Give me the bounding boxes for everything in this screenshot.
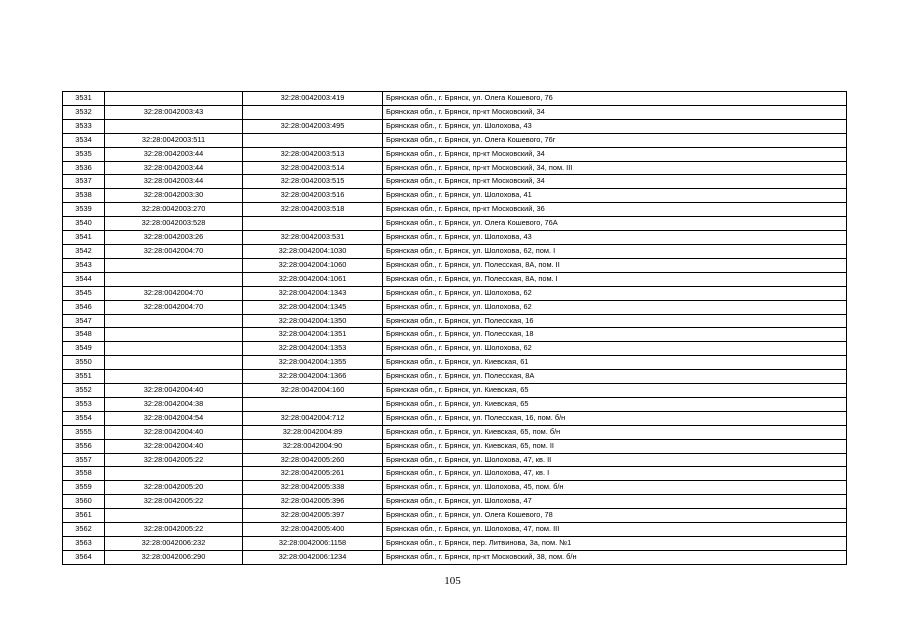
row-number-cell: 3547 [63, 314, 105, 328]
land-cadastral-number-cell: 32:28:0042004:70 [105, 244, 243, 258]
row-number-cell: 3541 [63, 231, 105, 245]
row-number-cell: 3564 [63, 550, 105, 564]
address-cell: Брянская обл., г. Брянск, ул. Полесская, 8А [383, 370, 847, 384]
land-cadastral-number-cell [105, 92, 243, 106]
row-number-cell: 3539 [63, 203, 105, 217]
address-cell: Брянская обл., г. Брянск, ул. Полесская, 18 [383, 328, 847, 342]
land-cadastral-number-cell [105, 467, 243, 481]
table-row [63, 286, 847, 300]
row-number-cell: 3537 [63, 175, 105, 189]
building-cadastral-number-cell: 32:28:0042004:1345 [243, 300, 383, 314]
table-row [63, 370, 847, 384]
address-cell: Брянская обл., г. Брянск, ул. Шолохова, 45, пом. б/н [383, 481, 847, 495]
address-cell: Брянская обл., г. Брянск, ул. Шолохова, 62 [383, 286, 847, 300]
building-cadastral-number-cell: 32:28:0042003:514 [243, 161, 383, 175]
land-cadastral-number-cell: 32:28:0042003:528 [105, 217, 243, 231]
address-cell: Брянская обл., г. Брянск, ул. Шолохова, 47 [383, 495, 847, 509]
property-table [62, 91, 847, 565]
address-cell: Брянская обл., г. Брянск, ул. Олега Кошевого, 76г [383, 133, 847, 147]
land-cadastral-number-cell: 32:28:0042005:20 [105, 481, 243, 495]
building-cadastral-number-cell: 32:28:0042004:1030 [243, 244, 383, 258]
table-row [63, 119, 847, 133]
table-row [63, 453, 847, 467]
table-row [63, 105, 847, 119]
building-cadastral-number-cell: 32:28:0042006:1234 [243, 550, 383, 564]
table-row [63, 425, 847, 439]
table-row [63, 467, 847, 481]
building-cadastral-number-cell: 32:28:0042004:1343 [243, 286, 383, 300]
row-number-cell: 3532 [63, 105, 105, 119]
table-row [63, 175, 847, 189]
building-cadastral-number-cell: 32:28:0042004:1355 [243, 356, 383, 370]
building-cadastral-number-cell: 32:28:0042005:338 [243, 481, 383, 495]
building-cadastral-number-cell: 32:28:0042006:1158 [243, 537, 383, 551]
table-row [63, 481, 847, 495]
address-cell: Брянская обл., г. Брянск, пр-кт Московский, 36 [383, 203, 847, 217]
land-cadastral-number-cell: 32:28:0042005:22 [105, 453, 243, 467]
building-cadastral-number-cell: 32:28:0042005:260 [243, 453, 383, 467]
land-cadastral-number-cell [105, 356, 243, 370]
land-cadastral-number-cell: 32:28:0042003:44 [105, 175, 243, 189]
row-number-cell: 3542 [63, 244, 105, 258]
land-cadastral-number-cell: 32:28:0042003:26 [105, 231, 243, 245]
building-cadastral-number-cell: 32:28:0042003:513 [243, 147, 383, 161]
address-cell: Брянская обл., г. Брянск, пр-кт Московский, 34 [383, 105, 847, 119]
building-cadastral-number-cell: 32:28:0042004:1366 [243, 370, 383, 384]
row-number-cell: 3543 [63, 258, 105, 272]
table-body [63, 92, 847, 565]
row-number-cell: 3548 [63, 328, 105, 342]
page-number: 105 [444, 575, 461, 587]
row-number-cell: 3563 [63, 537, 105, 551]
building-cadastral-number-cell: 32:28:0042005:400 [243, 523, 383, 537]
land-cadastral-number-cell: 32:28:0042005:22 [105, 495, 243, 509]
building-cadastral-number-cell [243, 217, 383, 231]
building-cadastral-number-cell: 32:28:0042004:712 [243, 411, 383, 425]
row-number-cell: 3559 [63, 481, 105, 495]
address-cell: Брянская обл., г. Брянск, ул. Полесская, 16 [383, 314, 847, 328]
row-number-cell: 3554 [63, 411, 105, 425]
table-row [63, 523, 847, 537]
land-cadastral-number-cell: 32:28:0042004:40 [105, 384, 243, 398]
address-cell: Брянская обл., г. Брянск, ул. Полесская, 8А, пом. I [383, 272, 847, 286]
building-cadastral-number-cell: 32:28:0042004:1060 [243, 258, 383, 272]
land-cadastral-number-cell: 32:28:0042004:54 [105, 411, 243, 425]
row-number-cell: 3546 [63, 300, 105, 314]
land-cadastral-number-cell [105, 119, 243, 133]
row-number-cell: 3553 [63, 397, 105, 411]
address-cell: Брянская обл., г. Брянск, ул. Олега Кошевого, 78 [383, 509, 847, 523]
address-cell: Брянская обл., г. Брянск, ул. Шолохова, 43 [383, 119, 847, 133]
land-cadastral-number-cell [105, 258, 243, 272]
land-cadastral-number-cell [105, 272, 243, 286]
address-cell: Брянская обл., г. Брянск, ул. Шолохова, 41 [383, 189, 847, 203]
table-row [63, 411, 847, 425]
table-row [63, 356, 847, 370]
row-number-cell: 3552 [63, 384, 105, 398]
land-cadastral-number-cell: 32:28:0042006:232 [105, 537, 243, 551]
building-cadastral-number-cell: 32:28:0042004:160 [243, 384, 383, 398]
address-cell: Брянская обл., г. Брянск, ул. Шолохова, 47, кв. II [383, 453, 847, 467]
row-number-cell: 3534 [63, 133, 105, 147]
building-cadastral-number-cell: 32:28:0042005:261 [243, 467, 383, 481]
land-cadastral-number-cell: 32:28:0042005:22 [105, 523, 243, 537]
building-cadastral-number-cell: 32:28:0042005:397 [243, 509, 383, 523]
row-number-cell: 3556 [63, 439, 105, 453]
land-cadastral-number-cell: 32:28:0042003:270 [105, 203, 243, 217]
table-row [63, 342, 847, 356]
land-cadastral-number-cell [105, 509, 243, 523]
building-cadastral-number-cell: 32:28:0042004:1350 [243, 314, 383, 328]
row-number-cell: 3535 [63, 147, 105, 161]
document-sheet [62, 91, 846, 565]
row-number-cell: 3538 [63, 189, 105, 203]
table-row [63, 439, 847, 453]
row-number-cell: 3561 [63, 509, 105, 523]
address-cell: Брянская обл., г. Брянск, ул. Шолохова, 43 [383, 231, 847, 245]
table-row [63, 161, 847, 175]
row-number-cell: 3557 [63, 453, 105, 467]
land-cadastral-number-cell: 32:28:0042006:290 [105, 550, 243, 564]
land-cadastral-number-cell: 32:28:0042004:40 [105, 425, 243, 439]
building-cadastral-number-cell: 32:28:0042004:90 [243, 439, 383, 453]
building-cadastral-number-cell: 32:28:0042003:531 [243, 231, 383, 245]
row-number-cell: 3531 [63, 92, 105, 106]
table-row [63, 231, 847, 245]
table-row [63, 203, 847, 217]
address-cell: Брянская обл., г. Брянск, пр-кт Московский, 38, пом. б/н [383, 550, 847, 564]
land-cadastral-number-cell [105, 342, 243, 356]
land-cadastral-number-cell: 32:28:0042004:40 [105, 439, 243, 453]
address-cell: Брянская обл., г. Брянск, пр-кт Московский, 34 [383, 175, 847, 189]
table-row [63, 272, 847, 286]
table-row [63, 258, 847, 272]
table-row [63, 328, 847, 342]
address-cell: Брянская обл., г. Брянск, ул. Олега Кошевого, 76 [383, 92, 847, 106]
table-row [63, 495, 847, 509]
table-row [63, 92, 847, 106]
land-cadastral-number-cell: 32:28:0042003:44 [105, 161, 243, 175]
land-cadastral-number-cell: 32:28:0042004:70 [105, 300, 243, 314]
row-number-cell: 3545 [63, 286, 105, 300]
row-number-cell: 3533 [63, 119, 105, 133]
address-cell: Брянская обл., г. Брянск, ул. Шолохова, 62 [383, 300, 847, 314]
table-row [63, 217, 847, 231]
address-cell: Брянская обл., г. Брянск, пр-кт Московский, 34 [383, 147, 847, 161]
land-cadastral-number-cell: 32:28:0042003:43 [105, 105, 243, 119]
row-number-cell: 3560 [63, 495, 105, 509]
table-row [63, 189, 847, 203]
row-number-cell: 3555 [63, 425, 105, 439]
address-cell: Брянская обл., г. Брянск, ул. Полесская, 16, пом. б/н [383, 411, 847, 425]
building-cadastral-number-cell [243, 397, 383, 411]
address-cell: Брянская обл., г. Брянск, ул. Шолохова, 47, кв. I [383, 467, 847, 481]
address-cell: Брянская обл., г. Брянск, пер. Литвинова, 3а, пом. №1 [383, 537, 847, 551]
address-cell: Брянская обл., г. Брянск, ул. Киевская, 65 [383, 397, 847, 411]
address-cell: Брянская обл., г. Брянск, пр-кт Московский, 34, пом. III [383, 161, 847, 175]
land-cadastral-number-cell: 32:28:0042004:38 [105, 397, 243, 411]
building-cadastral-number-cell: 32:28:0042003:419 [243, 92, 383, 106]
row-number-cell: 3550 [63, 356, 105, 370]
table-row [63, 384, 847, 398]
address-cell: Брянская обл., г. Брянск, ул. Киевская, 65, пом. II [383, 439, 847, 453]
building-cadastral-number-cell: 32:28:0042003:495 [243, 119, 383, 133]
land-cadastral-number-cell: 32:28:0042004:70 [105, 286, 243, 300]
row-number-cell: 3544 [63, 272, 105, 286]
row-number-cell: 3551 [63, 370, 105, 384]
address-cell: Брянская обл., г. Брянск, ул. Киевская, 65 [383, 384, 847, 398]
address-cell: Брянская обл., г. Брянск, ул. Киевская, 61 [383, 356, 847, 370]
land-cadastral-number-cell: 32:28:0042003:30 [105, 189, 243, 203]
row-number-cell: 3549 [63, 342, 105, 356]
building-cadastral-number-cell: 32:28:0042004:1061 [243, 272, 383, 286]
table-row [63, 550, 847, 564]
row-number-cell: 3536 [63, 161, 105, 175]
address-cell: Брянская обл., г. Брянск, ул. Шолохова, 62 [383, 342, 847, 356]
row-number-cell: 3540 [63, 217, 105, 231]
address-cell: Брянская обл., г. Брянск, ул. Шолохова, 62, пом. I [383, 244, 847, 258]
building-cadastral-number-cell: 32:28:0042003:516 [243, 189, 383, 203]
table-row [63, 397, 847, 411]
table-row [63, 147, 847, 161]
land-cadastral-number-cell: 32:28:0042003:44 [105, 147, 243, 161]
address-cell: Брянская обл., г. Брянск, ул. Киевская, 65, пом. б/н [383, 425, 847, 439]
address-cell: Брянская обл., г. Брянск, ул. Шолохова, 47, пом. III [383, 523, 847, 537]
building-cadastral-number-cell [243, 105, 383, 119]
address-cell: Брянская обл., г. Брянск, ул. Олега Кошевого, 76А [383, 217, 847, 231]
building-cadastral-number-cell: 32:28:0042005:396 [243, 495, 383, 509]
table-row [63, 300, 847, 314]
land-cadastral-number-cell [105, 314, 243, 328]
row-number-cell: 3558 [63, 467, 105, 481]
building-cadastral-number-cell: 32:28:0042004:89 [243, 425, 383, 439]
land-cadastral-number-cell: 32:28:0042003:511 [105, 133, 243, 147]
table-row [63, 314, 847, 328]
building-cadastral-number-cell [243, 133, 383, 147]
row-number-cell: 3562 [63, 523, 105, 537]
land-cadastral-number-cell [105, 370, 243, 384]
table-row [63, 509, 847, 523]
table-row [63, 537, 847, 551]
land-cadastral-number-cell [105, 328, 243, 342]
building-cadastral-number-cell: 32:28:0042003:515 [243, 175, 383, 189]
address-cell: Брянская обл., г. Брянск, ул. Полесская, 8А, пом. II [383, 258, 847, 272]
table-row [63, 244, 847, 258]
table-row [63, 133, 847, 147]
building-cadastral-number-cell: 32:28:0042004:1353 [243, 342, 383, 356]
building-cadastral-number-cell: 32:28:0042004:1351 [243, 328, 383, 342]
building-cadastral-number-cell: 32:28:0042003:518 [243, 203, 383, 217]
